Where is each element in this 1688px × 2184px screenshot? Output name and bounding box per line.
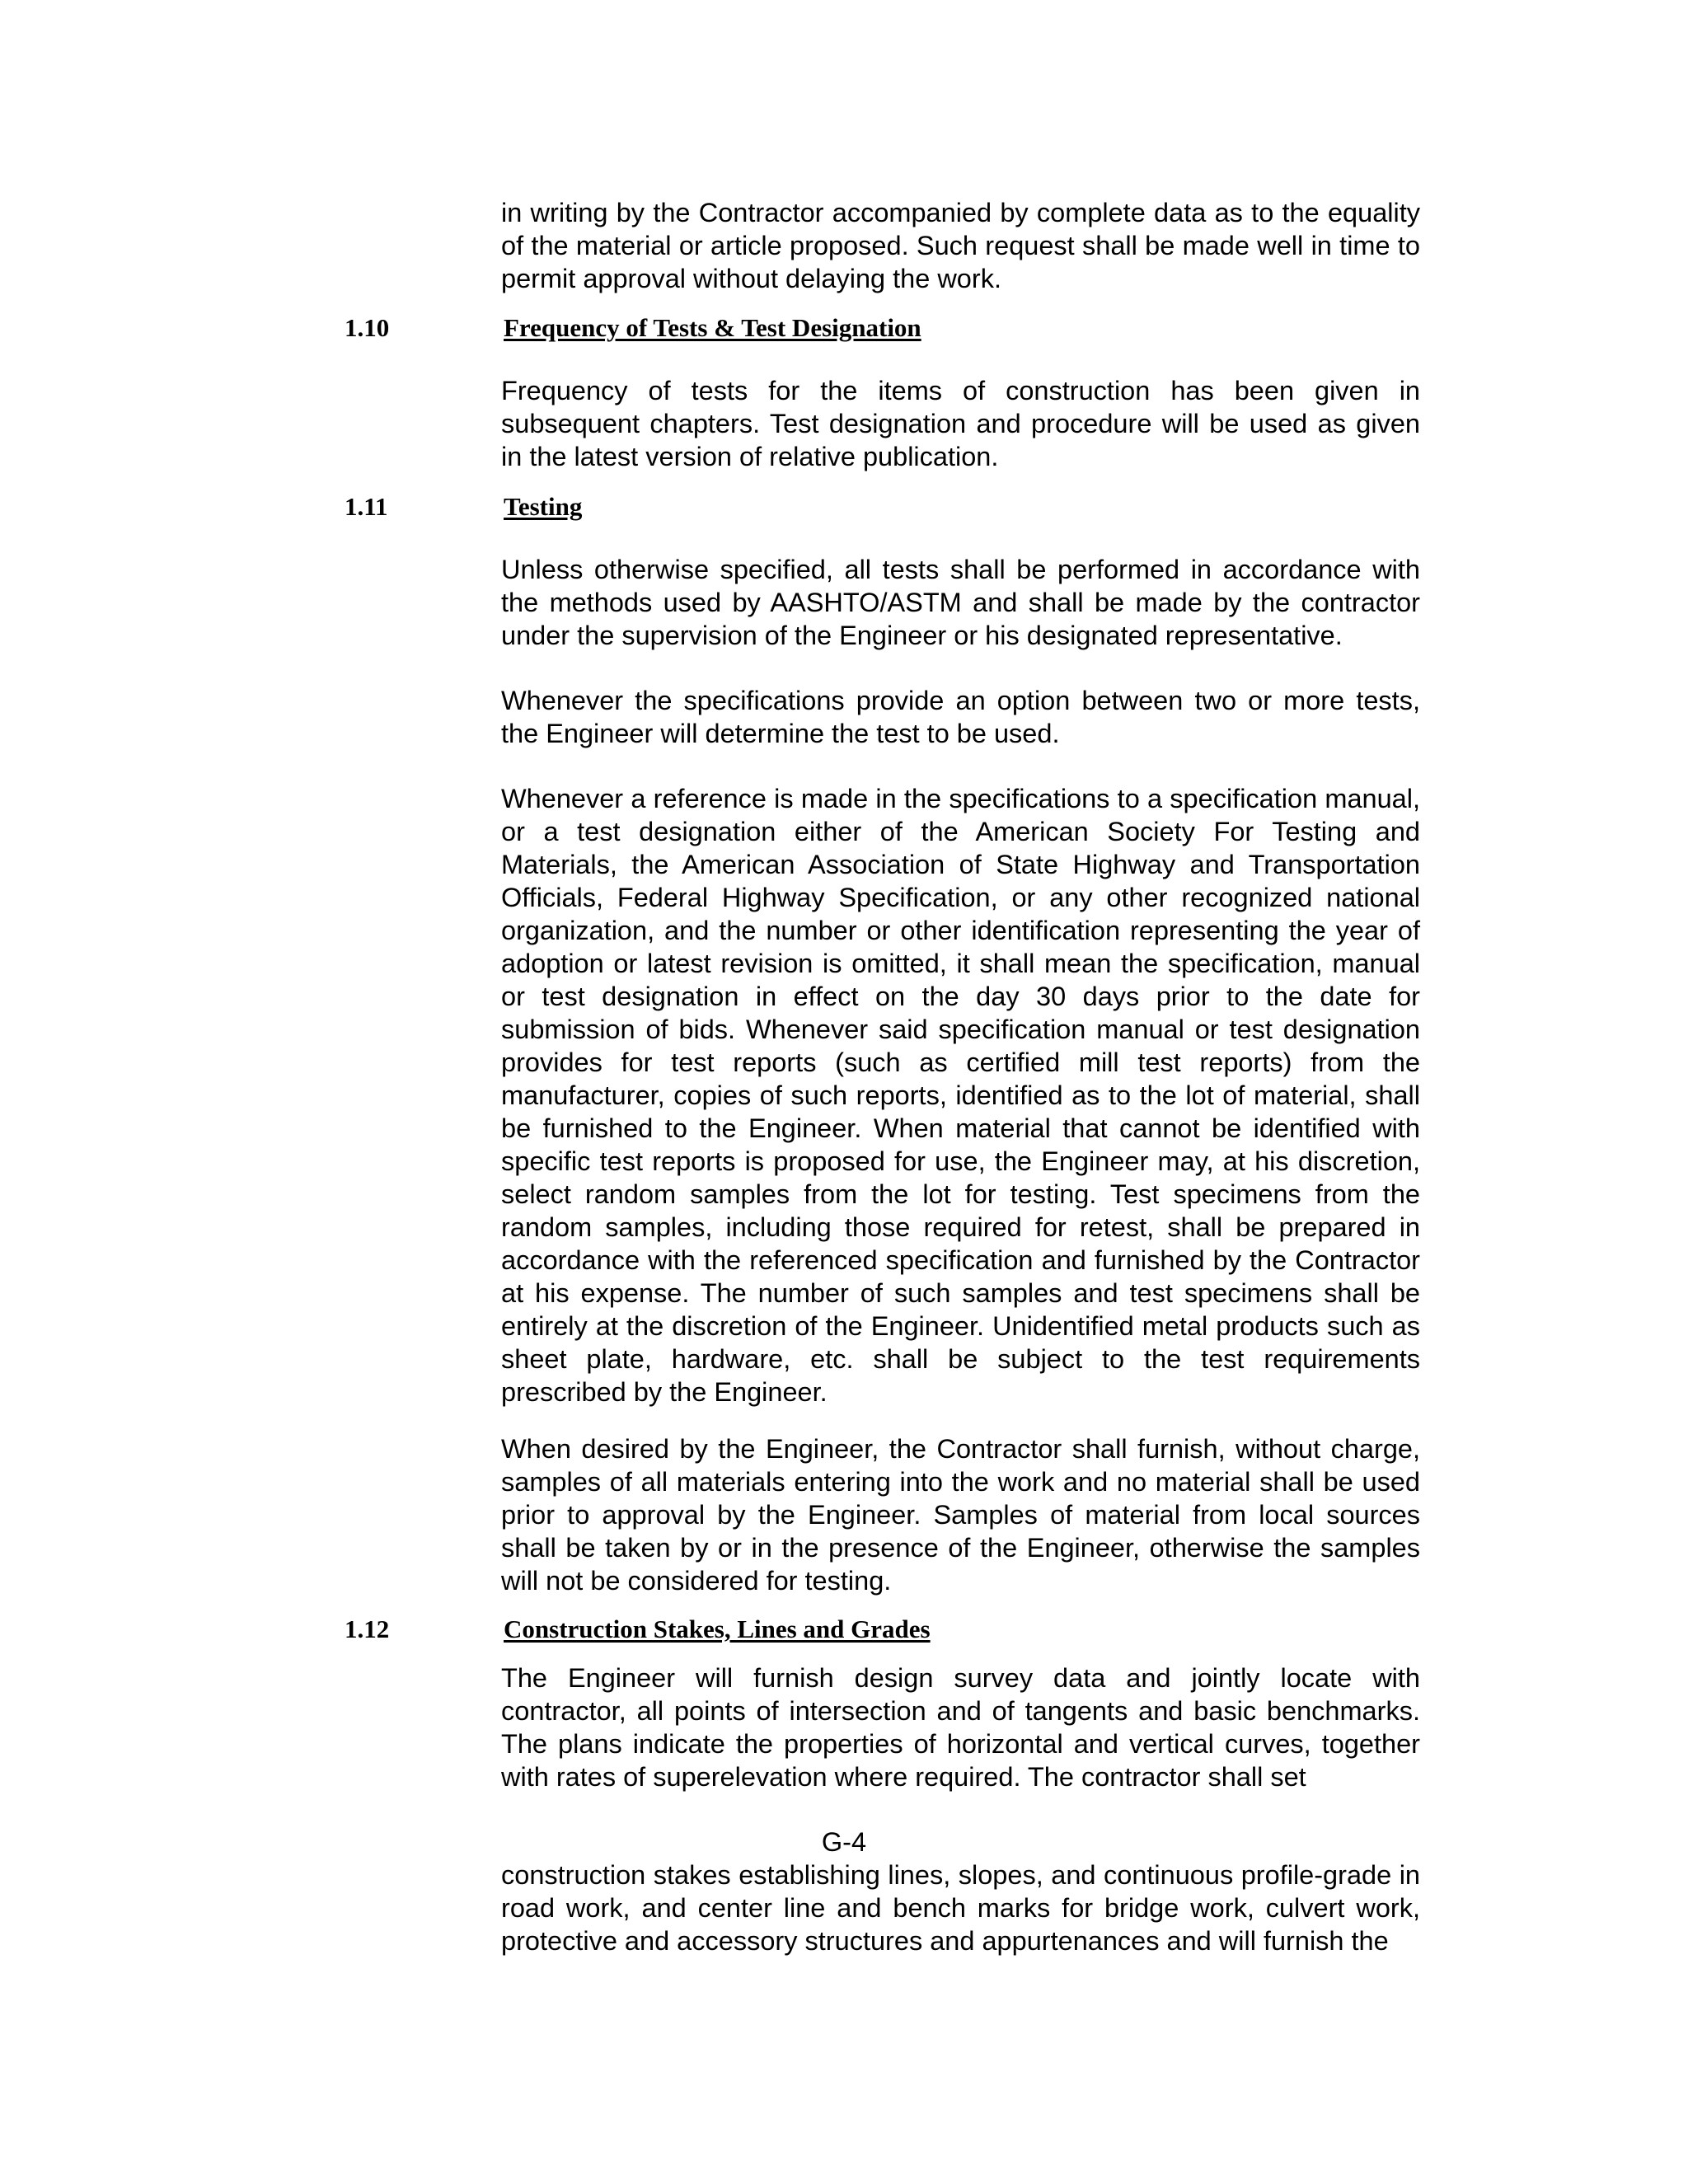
section-1-10-paragraph-1: Frequency of tests for the items of construction has been given in subsequent chapters. Test designation and procedure will be used as given in the latest version of relative publication. xyxy=(501,376,1420,471)
section-title-1-11: Testing xyxy=(504,492,583,521)
section-number-1-12: 1.12 xyxy=(345,1615,390,1643)
section-number-1-10: 1.10 xyxy=(345,313,390,342)
section-number-1-11: 1.11 xyxy=(345,492,388,521)
section-1-11-paragraph-2: Whenever the specifications provide an option between two or more tests, the Engineer will determine the test to be used. xyxy=(501,686,1420,748)
section-title-1-12: Construction Stakes, Lines and Grades xyxy=(504,1615,931,1643)
intro-paragraph: in writing by the Contractor accompanied by complete data as to the equality of the material or article proposed. Such request shall be made well in time to permit approval without delaying the work. xyxy=(501,198,1420,293)
section-1-11-paragraph-4: When desired by the Engineer, the Contractor shall furnish, without charge, samples of all materials entering into the work and no material shall be used prior to approval by the Engineer. Samples of material from local sources shall be taken by or in the presence of the Engineer, otherwise the samples will not be considered for testing. xyxy=(501,1434,1420,1596)
section-1-11-paragraph-1: Unless otherwise specified, all tests shall be performed in accordance with the methods used by AASHTO/ASTM and shall be made by the contractor under the supervision of the Engineer or his designated representative. xyxy=(501,555,1420,650)
section-title-1-10: Frequency of Tests & Test Designation xyxy=(504,313,921,342)
section-1-11-paragraph-3: Whenever a reference is made in the specifications to a specification manual, or a test designation either of the American Society For Testing and Materials, the American Association of State Highway and Transportation Officials, Federal Highway Specification, or any other recognized national organization, and the number or other identification representing the year of adoption or latest revision is omitted, it shall mean the specification, manual or test designation in effect on the day 30 days prior to the date for submission of bids. Whenever said specification manual or test designation provides for test reports (such as certified mill test reports) from the manufacturer, copies of such reports, identified as to the lot of material, shall be furnished to the Engineer. When material that cannot be identified with specific test reports is proposed for use, the Engineer may, at his discretion, select random samples from the lot for testing. Test specimens from the random samples, including those required for retest, shall be prepared in accordance with the referenced specification and furnished by the Contractor at his expense. The number of such samples and test specimens shall be entirely at the discretion of the Engineer. Unidentified metal products such as sheet plate, hardware, etc. shall be subject to the test requirements prescribed by the Engineer. xyxy=(501,784,1420,1407)
continuation-paragraph: construction stakes establishing lines, slopes, and continuous profile-grade in road work, and center line and bench marks for bridge work, culvert work, protective and accessory structures and appurtenances and will furnish the xyxy=(501,1860,1420,1956)
section-1-12-paragraph-1: The Engineer will furnish design survey data and jointly locate with contractor, all points of intersection and of tangents and basic benchmarks. The plans indicate the properties of horizontal and vertical curves, together with rates of superelevation where required. The contractor shall set xyxy=(501,1663,1420,1792)
page-number: G-4 xyxy=(821,1827,867,1857)
